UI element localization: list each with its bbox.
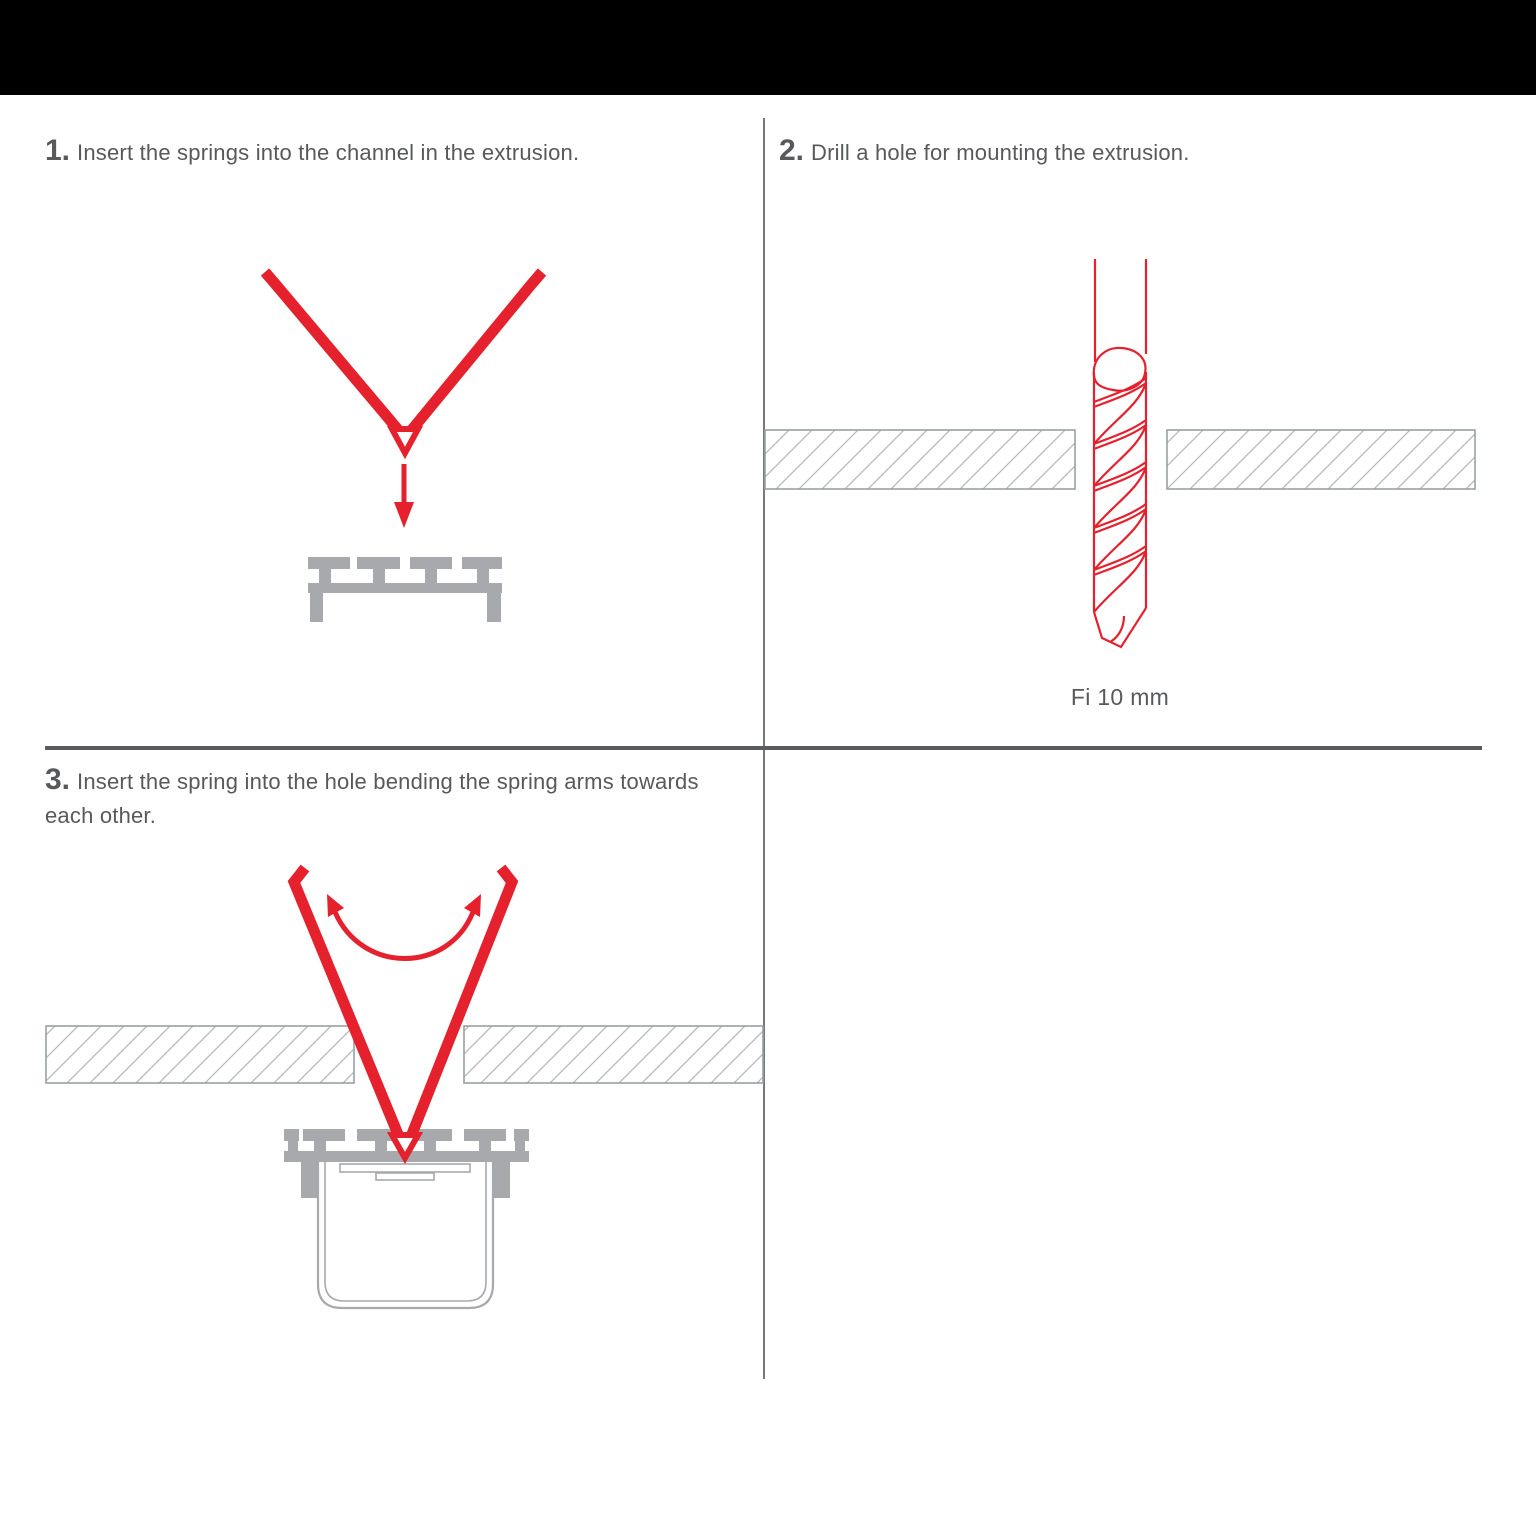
led-strip-bar-small (376, 1173, 434, 1180)
step-1-text: Insert the springs into the channel in the extrusion. (77, 140, 580, 165)
step-3-text: Insert the spring into the hole bending the spring arms towards each other. (45, 769, 699, 828)
step-2-graphic (764, 0, 1536, 748)
wall-right-panel (1167, 430, 1475, 489)
extrusion-profile-icon (308, 557, 502, 622)
led-strip-bar (340, 1164, 470, 1172)
step-3-graphic (0, 748, 764, 1536)
arrow-head (394, 502, 414, 528)
wall-right-panel (464, 1026, 763, 1083)
step-1-number: 1. (45, 134, 71, 167)
wall-left-panel (46, 1026, 354, 1083)
drill-flutes (1094, 372, 1146, 612)
spring-left-arm (294, 868, 402, 1144)
wall-left-panel (765, 430, 1075, 489)
drill-bit-icon (1094, 259, 1146, 647)
spring-right-arm (410, 272, 542, 432)
wall-cross-section (46, 1026, 763, 1083)
drill-tip (1094, 608, 1146, 647)
extrusion-left-leg (301, 1162, 318, 1198)
spring-right-arm (408, 868, 512, 1144)
drill-shank (1095, 259, 1146, 362)
spring-left-arm (265, 272, 400, 432)
bend-arc (335, 912, 473, 959)
down-arrow-icon (394, 464, 414, 528)
spring-icon (265, 272, 542, 453)
drill-diameter-label: Fi 10 mm (1070, 684, 1170, 710)
extrusion-right-leg (493, 1162, 510, 1198)
step-3-number: 3. (45, 763, 71, 796)
step-2-text: Drill a hole for mounting the extrusion. (811, 140, 1190, 165)
step-2-number: 2. (779, 134, 805, 167)
cover-inner (325, 1162, 486, 1301)
spring-vertex (392, 429, 418, 453)
step-1-graphic (0, 0, 764, 748)
bend-arrows-icon (327, 894, 481, 959)
